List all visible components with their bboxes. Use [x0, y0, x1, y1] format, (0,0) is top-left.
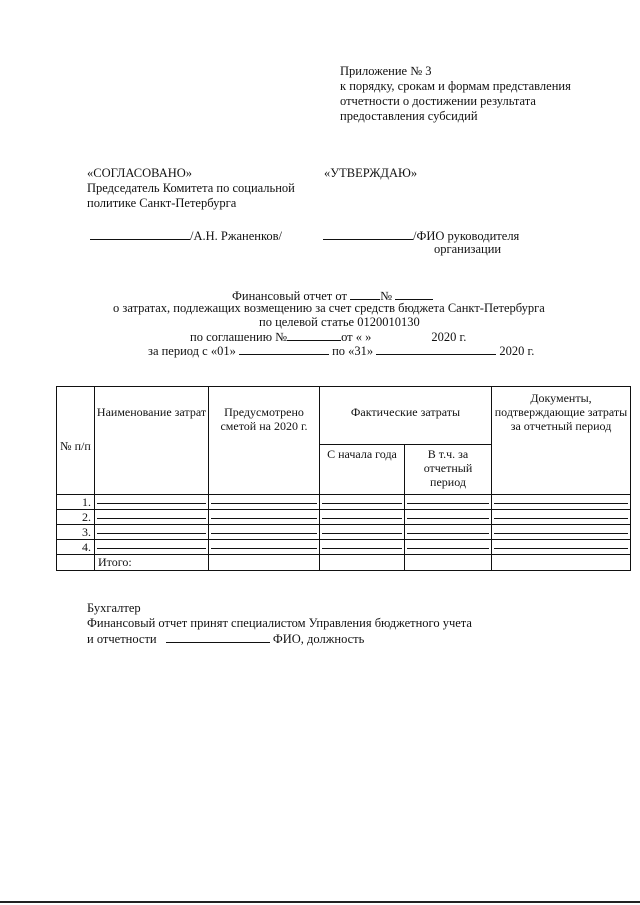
cell: [320, 510, 405, 525]
approval-right-signature-2: организации: [434, 242, 502, 256]
report-title-prefix: Финансовый отчет от: [232, 289, 347, 303]
footer-accepted-prefix: и отчетности: [87, 632, 157, 646]
report-period: [148, 343, 534, 359]
signature-blank: [90, 228, 190, 240]
footer-name-blank: [166, 631, 270, 643]
footer-accepted-suffix: ФИО, должность: [272, 632, 365, 646]
financial-report-table: [56, 386, 631, 571]
cell: [492, 540, 631, 555]
cell: [209, 525, 320, 540]
approval-left-line-1: Председатель Комитета по социальной: [87, 181, 295, 195]
cell: [320, 540, 405, 555]
cell: [95, 540, 209, 555]
table-total-row: [57, 555, 631, 571]
approval-left-signature-name: /А.Н. Ржаненков/: [190, 229, 283, 243]
cell: [57, 555, 95, 571]
cell: [320, 495, 405, 510]
cell: [209, 495, 320, 510]
number-blank: [395, 288, 433, 300]
cell: [405, 510, 492, 525]
appendix-line-3: предоставления субсидий: [340, 109, 478, 123]
appendix-title: Приложение № 3: [340, 64, 432, 78]
header-documents: Документы, подтверждающие затраты за отчетный период: [492, 387, 631, 495]
approval-left-heading: «СОГЛАСОВАНО»: [87, 166, 193, 180]
report-subtitle: о затратах, подлежащих возмещению за счет средств бюджета Санкт-Петербурга: [113, 301, 545, 315]
header-name: Наименование затрат: [95, 387, 209, 495]
approval-right-signature-text: /ФИО руководителя: [413, 229, 520, 243]
cell: [405, 525, 492, 540]
footer-accountant: Бухгалтер: [87, 601, 141, 615]
approval-left: [87, 166, 295, 211]
table-row: [57, 495, 631, 510]
cell: [209, 510, 320, 525]
appendix-line-1: к порядку, срокам и формам представления: [340, 79, 571, 93]
cell: [209, 540, 320, 555]
header-planned: Предусмотрено сметой на 2020 г.: [209, 387, 320, 495]
scan-edge: [0, 901, 640, 903]
cell: [320, 525, 405, 540]
approval-left-signature: [90, 228, 282, 244]
cell: [95, 510, 209, 525]
cell: [320, 555, 405, 571]
period-year: 2020 г.: [499, 344, 535, 358]
cell: [209, 555, 320, 571]
footer-accepted-line-2: [87, 631, 472, 647]
header-actual: Фактические затраты: [320, 387, 492, 445]
table-row: [57, 510, 631, 525]
header-actual-period: В т.ч. за отчетный период: [405, 445, 492, 495]
report-article: по целевой статье 0120010130: [259, 315, 420, 329]
signature-blank: [323, 228, 413, 240]
approval-left-line-2: политике Санкт-Петербурга: [87, 196, 237, 210]
date-blank: [350, 288, 380, 300]
row-number: 3.: [57, 525, 95, 540]
period-prefix: за период с «01»: [148, 344, 236, 358]
header-actual-from-start: С начала года: [320, 445, 405, 495]
cell: [492, 495, 631, 510]
agreement-number-blank: [287, 329, 341, 341]
agreement-from: от « »: [341, 330, 372, 344]
cell: [492, 510, 631, 525]
appendix-line-2: отчетности о достижении результата: [340, 94, 536, 108]
total-label: Итого:: [95, 555, 209, 571]
report-title-no: №: [380, 289, 392, 303]
agreement-year: 2020 г.: [431, 330, 467, 344]
row-number: 1.: [57, 495, 95, 510]
cell: [95, 495, 209, 510]
row-number: 2.: [57, 510, 95, 525]
period-end-blank: [376, 343, 496, 355]
agreement-prefix: по соглашению №: [190, 330, 288, 344]
cell: [405, 540, 492, 555]
cell: [405, 555, 492, 571]
cell: [492, 525, 631, 540]
period-to: по «31»: [332, 344, 374, 358]
table-row: [57, 525, 631, 540]
appendix-block: [340, 64, 571, 124]
footer-block: [87, 601, 472, 647]
header-num: № п/п: [57, 387, 95, 495]
footer-accepted-line-1: Финансовый отчет принят специалистом Управления бюджетного учета: [87, 616, 472, 630]
cell: [492, 555, 631, 571]
row-number: 4.: [57, 540, 95, 555]
cell: [405, 495, 492, 510]
approval-right-heading: «УТВЕРЖДАЮ»: [324, 166, 418, 180]
table-row: [57, 540, 631, 555]
cell: [95, 525, 209, 540]
period-start-blank: [239, 343, 329, 355]
